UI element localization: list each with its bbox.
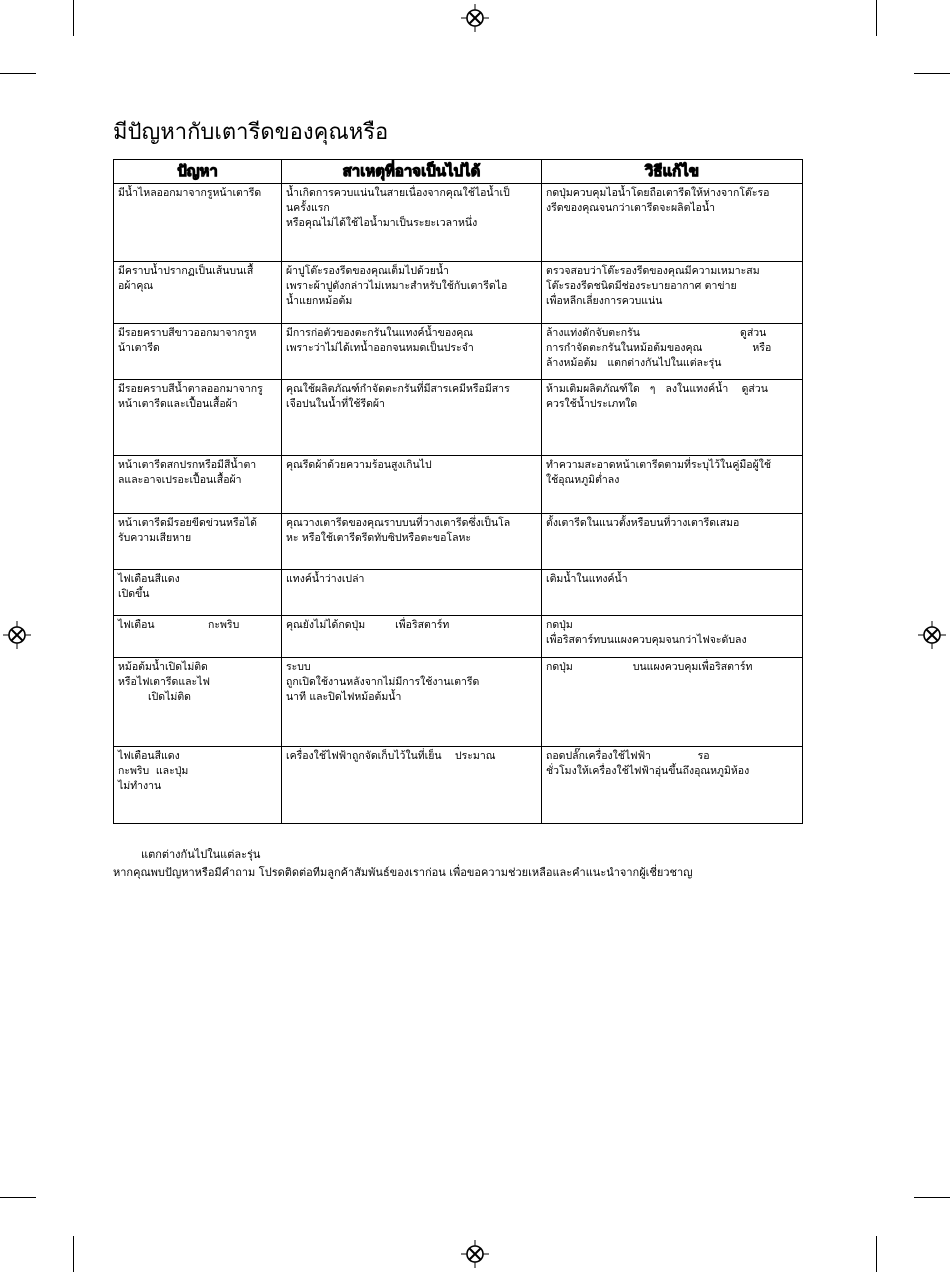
cause-cell xyxy=(282,380,542,456)
solution-cell xyxy=(542,184,803,262)
cell-text-line: ชั่วโมงให้เครื่องใช้ไฟฟ้าอุ่นขึ้นถึงอุณหภูมิห้อง xyxy=(546,765,750,777)
cell-text-line: ล้างแท่งดักจับตะกรัน ดูส่วน xyxy=(546,327,767,339)
table-header-row xyxy=(114,160,803,184)
cell-text-line: ลและอาจเปรอะเปื้อนเสื้อผ้า xyxy=(118,474,242,486)
cell-text-line: โต๊ะรองรีดชนิดมีช่องระบายอากาศ ตาข่าย xyxy=(546,280,737,292)
cell-text-line: การกำจัดตะกรันในหม้อต้มของคุณ หรือ xyxy=(546,342,772,354)
cell-text-line: ถอดปลั๊กเครื่องใช้ไฟฟ้า รอ xyxy=(546,750,710,762)
cell-text-line: ห้ามเติมผลิตภัณฑ์ใด ๆ ลงในแทงค์น้ำ ดูส่วน xyxy=(546,383,768,395)
cell-text-line: เปิดไม่ติด xyxy=(118,691,191,703)
cell-text-line: หรือไฟเตารีดและไฟ xyxy=(118,676,210,688)
cell-text-line: มีการก่อตัวของตะกรันในแทงค์น้ำของคุณ xyxy=(286,327,474,339)
problem-cell xyxy=(114,262,282,324)
header-problem: ปัญหา xyxy=(114,160,282,184)
problem-cell xyxy=(114,570,282,616)
cell-text-line: ตั้งเตารีดในแนวตั้งหรือบนที่วางเตารีดเสมอ xyxy=(546,517,740,529)
problem-cell xyxy=(114,658,282,747)
cell-text-line: ไฟเตือนสีแดง xyxy=(118,573,180,585)
problem-cell xyxy=(114,324,282,380)
cell-text-line: งรีดของคุณจนกว่าเตารีดจะผลิตไอน้ำ xyxy=(546,202,716,214)
cell-text-line: ล้างหม้อต้ม แตกต่างกันไปในแต่ละรุ่น xyxy=(546,357,722,369)
solution-cell xyxy=(542,324,803,380)
cell-text-line: ทำความสะอาดหน้าเตารีดตามที่ระบุไว้ในคู่มือผู้ใช้ xyxy=(546,459,772,471)
cell-text-line: คุณใช้ผลิตภัณฑ์กำจัดตะกรันที่มีสารเคมีหรือมีสาร xyxy=(286,383,510,395)
table-row xyxy=(114,456,803,514)
cause-cell xyxy=(282,184,542,262)
cell-text-line: ผ้าปูโต๊ะรองรีดของคุณเต็มไปด้วยน้ำ xyxy=(286,265,449,277)
cell-text-line: มีรอยคราบสีน้ำตาลออกมาจากรู xyxy=(118,383,263,395)
cell-text-line: คุณวางเตารีดของคุณราบบนที่วางเตารีดซึ่งเป็นโล xyxy=(286,517,511,529)
cell-text-line: กะพริบ และปุ่ม xyxy=(118,765,189,777)
problem-cell xyxy=(114,184,282,262)
cell-text-line: ไฟเตือนสีแดง xyxy=(118,750,180,762)
cause-cell xyxy=(282,658,542,747)
footnote-variant: แตกต่างกันไปในแต่ละรุ่น xyxy=(113,848,261,861)
solution-cell xyxy=(542,380,803,456)
cell-text-line: อผ้าคุณ xyxy=(118,280,154,292)
cause-cell xyxy=(282,514,542,570)
cell-text-line: ใช้อุณหภูมิต่ำลง xyxy=(546,474,620,486)
cell-text-line: เพื่อริสตาร์ทบนแผงควบคุมจนกว่าไฟจะดับลง xyxy=(546,634,747,646)
table-row xyxy=(114,514,803,570)
cell-text-line: ไม่ทำงาน xyxy=(118,780,162,792)
cell-text-line: เจือปนในน้ำที่ใช้รีดผ้า xyxy=(286,398,385,410)
crop-mark xyxy=(914,1197,950,1198)
solution-cell xyxy=(542,616,803,658)
table-row xyxy=(114,380,803,456)
cell-text-line: เพราะผ้าปูดังกล่าวไม่เหมาะสำหรับใช้กับเตารีดไอ xyxy=(286,280,508,292)
cell-text-line: เครื่องใช้ไฟฟ้าถูกจัดเก็บไว้ในที่เย็น ประมาณ xyxy=(286,750,496,762)
footnote-contact: หากคุณพบปัญหาหรือมีคำถาม โปรดติดต่อทีมลูกค้าสัมพันธ์ของเราก่อน เพื่อขอความช่วยเหลือและคำแนะนำจากผู้เชี่ยวชาญ xyxy=(113,866,693,879)
cell-text-line: น้ำเกิดการควบแน่นในสายเนื่องจากคุณใช้ไอน้ำเป็ xyxy=(286,187,510,199)
header-solution: วิธีแก้ไข xyxy=(542,160,803,184)
cell-text-line: หน้าเตารีดมีรอยขีดข่วนหรือได้ xyxy=(118,517,257,529)
cell-text-line: น้าเตารีด xyxy=(118,342,160,354)
cause-cell xyxy=(282,747,542,824)
cell-text-line: ไฟเตือน กะพริบ xyxy=(118,619,240,631)
registration-mark-icon xyxy=(461,4,489,32)
solution-cell xyxy=(542,570,803,616)
cause-cell xyxy=(282,262,542,324)
cell-text-line: หน้าเตารีดและเปื้อนเสื้อผ้า xyxy=(118,398,238,410)
cell-text-line: คุณรีดผ้าด้วยความร้อนสูงเกินไป xyxy=(286,459,432,471)
cell-text-line: มีน้ำไหลออกมาจากรูหน้าเตารีด xyxy=(118,187,262,199)
cell-text-line: กดปุ่ม บนแผงควบคุมเพื่อริสตาร์ท xyxy=(546,661,753,673)
solution-cell xyxy=(542,514,803,570)
table-row xyxy=(114,324,803,380)
troubleshooting-table xyxy=(113,159,803,824)
cell-text-line: เปิดขึ้น xyxy=(118,588,150,600)
solution-cell xyxy=(542,658,803,747)
header-cause: สาเหตุที่อาจเป็นไปได้ xyxy=(282,160,542,184)
crop-mark xyxy=(914,73,950,74)
cell-text-line: แทงค์น้ำว่างเปล่า xyxy=(286,573,365,585)
problem-cell xyxy=(114,747,282,824)
registration-mark-icon xyxy=(3,621,31,649)
cell-text-line: เพราะว่าไม่ได้เทน้ำออกจนหมดเป็นประจำ xyxy=(286,342,474,354)
cell-text-line: ตรวจสอบว่าโต๊ะรองรีดของคุณมีความเหมาะสม xyxy=(546,265,760,277)
table-body xyxy=(114,184,803,824)
table-row xyxy=(114,616,803,658)
table-row xyxy=(114,658,803,747)
cell-text-line: เพื่อหลีกเลี่ยงการควบแน่น xyxy=(546,295,663,307)
cell-text-line: คุณยังไม่ได้กดปุ่ม เพื่อริสตาร์ท xyxy=(286,619,450,631)
crop-mark xyxy=(876,0,877,36)
cause-cell xyxy=(282,616,542,658)
page-title: มีปัญหากับเตารีดของคุณหรือ xyxy=(113,120,389,145)
problem-cell xyxy=(114,616,282,658)
cause-cell xyxy=(282,456,542,514)
cell-text-line: หะ หรือใช้เตารีดรีดทับซิปหรือตะขอโลหะ xyxy=(286,532,472,544)
crop-mark xyxy=(876,1236,877,1272)
problem-cell xyxy=(114,514,282,570)
cell-text-line: นาที และปิดไฟหม้อต้มน้ำ xyxy=(286,691,402,703)
table-row xyxy=(114,262,803,324)
cell-text-line: กดปุ่มควบคุมไอน้ำโดยถือเตารีดให้ห่างจากโต๊ะรอ xyxy=(546,187,770,199)
problem-cell xyxy=(114,380,282,456)
crop-mark xyxy=(0,1197,36,1198)
cell-text-line: น้ำแยกหม้อต้ม xyxy=(286,295,353,307)
cell-text-line: กดปุ่ม xyxy=(546,619,573,631)
table-row xyxy=(114,747,803,824)
problem-cell xyxy=(114,456,282,514)
solution-cell xyxy=(542,262,803,324)
cause-cell xyxy=(282,570,542,616)
cell-text-line: ควรใช้น้ำประเภทใด xyxy=(546,398,638,410)
cell-text-line: รับความเสียหาย xyxy=(118,532,192,544)
cell-text-line: นครั้งแรก xyxy=(286,202,330,214)
registration-mark-icon xyxy=(918,621,946,649)
crop-mark xyxy=(0,73,36,74)
cause-cell xyxy=(282,324,542,380)
cell-text-line: มีคราบน้ำปรากฏเป็นเส้นบนเสื้ xyxy=(118,265,254,277)
solution-cell xyxy=(542,456,803,514)
solution-cell xyxy=(542,747,803,824)
cell-text-line: หรือคุณไม่ได้ใช้ไอน้ำมาเป็นระยะเวลาหนึ่ง xyxy=(286,217,478,229)
table-row xyxy=(114,570,803,616)
cell-text-line: ระบบ xyxy=(286,661,311,673)
cell-text-line: มีรอยคราบสีขาวออกมาจากรูห xyxy=(118,327,257,339)
crop-mark xyxy=(73,1236,74,1272)
registration-mark-icon xyxy=(461,1240,489,1268)
crop-mark xyxy=(73,0,74,36)
cell-text-line: หน้าเตารีดสกปรกหรือมีสีน้ำตา xyxy=(118,459,257,471)
cell-text-line: ถูกเปิดใช้งานหลังจากไม่มีการใช้งานเตารีด xyxy=(286,676,480,688)
cell-text-line: หม้อต้มน้ำเปิดไม่ติด xyxy=(118,661,208,673)
table-row xyxy=(114,184,803,262)
cell-text-line: เติมน้ำในแทงค์น้ำ xyxy=(546,573,628,585)
